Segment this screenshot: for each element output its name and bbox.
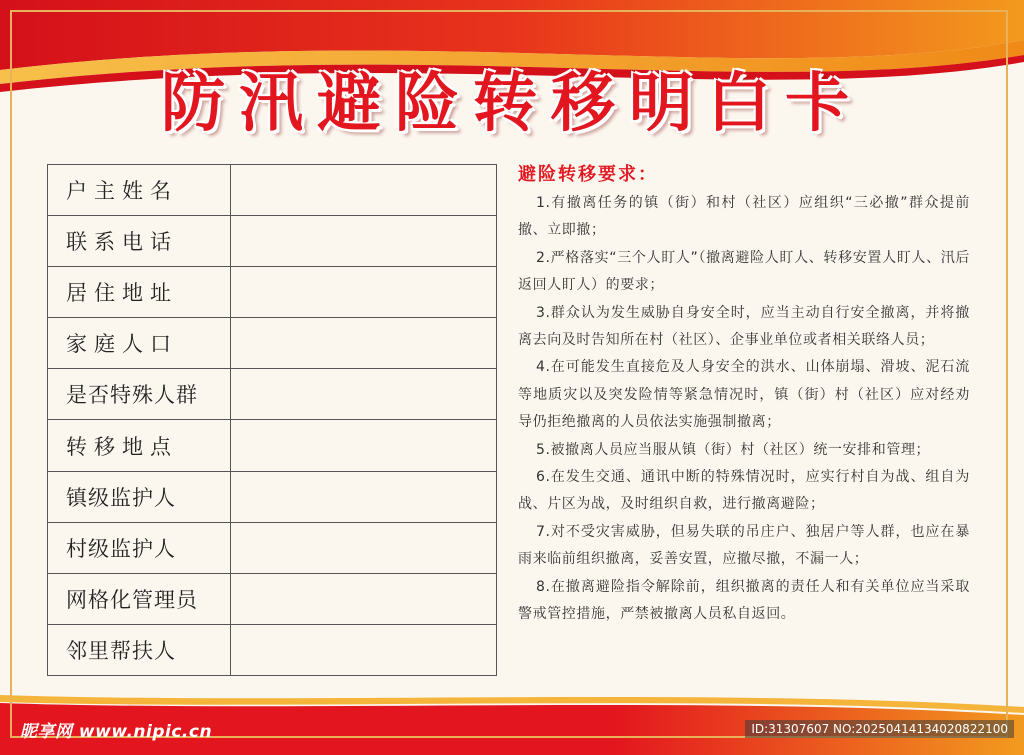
table-row <box>48 522 497 573</box>
requirement-item: 1.有撤离任务的镇（街）和村（社区）应组织“三必撤”群众提前撤、立即撤； <box>518 195 970 239</box>
row-label: 家庭人口 <box>48 318 231 369</box>
requirement-item: 6.在发生交通、通讯中断的特殊情况时，应实行村自为战、组自为战、片区为战，及时组织自救，进行撤离避险； <box>518 469 970 513</box>
row-value <box>231 267 497 318</box>
table-row <box>48 573 497 624</box>
row-value <box>231 471 497 522</box>
row-value <box>231 573 497 624</box>
row-label: 网格化管理员 <box>48 573 231 624</box>
row-value <box>231 165 497 216</box>
table-row <box>48 216 497 267</box>
row-label: 联系电话 <box>48 216 231 267</box>
requirement-item: 4.在可能发生直接危及人身安全的洪水、山体崩塌、滑坡、泥石流等地质灾以及突发险情等紧急情况时，镇（街）村（社区）应对经劝导仍拒绝撤离的人员依法实施强制撤离； <box>518 359 970 431</box>
row-label: 居住地址 <box>48 267 231 318</box>
requirement-item: 2.严格落实“三个人盯人”（撤离避险人盯人、转移安置人盯人、汛后返回人盯人）的要求； <box>518 249 970 294</box>
requirement-item: 7.对不受灾害威胁，但易失联的吊庄户、独居户等人群，也应在暴雨来临前组织撤离，妥善安置，应撤尽撤，不漏一人； <box>518 523 970 568</box>
card-title: 防汛避险转移明白卡 <box>161 67 863 141</box>
row-label: 邻里帮扶人 <box>48 624 231 675</box>
image-id-label: ID:31307607 NO:20250414134020822100 <box>745 720 1014 738</box>
requirement-item: 3.群众认为发生威胁自身安全时，应当主动自行安全撤离，并将撤离去向及时告知所在村（社区）、企事业单位或者相关联络人员； <box>518 304 970 349</box>
row-value <box>231 318 497 369</box>
row-value <box>231 624 497 675</box>
row-value <box>231 216 497 267</box>
table-row <box>48 165 497 216</box>
row-label: 转移地点 <box>48 420 231 471</box>
requirement-item: 5.被撤离人员应当服从镇（街）村（社区）统一安排和管理； <box>536 441 931 458</box>
requirement-item: 8.在撤离避险指令解除前，组织撤离的责任人和有关单位应当采取警戒管控措施，严禁被撤离人员私自返回。 <box>518 578 970 623</box>
requirements-list <box>518 190 970 629</box>
row-value <box>231 420 497 471</box>
household-info-table <box>47 164 497 676</box>
row-value <box>231 369 497 420</box>
table-row <box>48 471 497 522</box>
row-value <box>231 522 497 573</box>
row-label: 镇级监护人 <box>48 471 231 522</box>
table-row <box>48 318 497 369</box>
table-row <box>48 267 497 318</box>
row-label: 户主姓名 <box>48 165 231 216</box>
requirements-heading: 避险转移要求： <box>518 164 658 185</box>
row-label: 村级监护人 <box>48 522 231 573</box>
table-row <box>48 420 497 471</box>
row-label: 是否特殊人群 <box>48 369 231 420</box>
site-watermark: 昵享网 www.nipic.cn <box>20 722 213 742</box>
table-row <box>48 369 497 420</box>
table-row <box>48 624 497 675</box>
